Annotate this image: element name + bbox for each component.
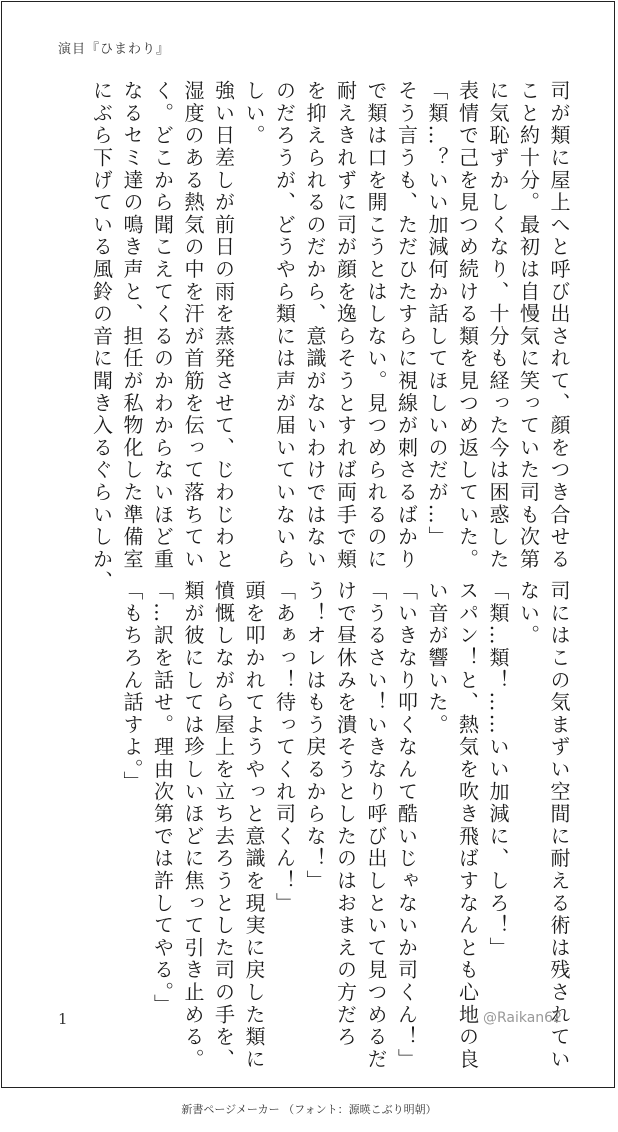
text-line: 湿度のある熱気の中を汗が首筋を伝って落ちてい [181, 80, 205, 571]
text-line: を抑えられるのだから、意識がないわけではない [303, 80, 327, 571]
text-line: 頭を叩かれてようやっと意識を現実に戻した類に [242, 580, 266, 1071]
text-line: なるセミ達の鳴き声と、担任が私物化した準備室 [120, 80, 144, 571]
text-line: そう言うも、ただひたすらに視線が刺さるばかり [394, 80, 419, 571]
text-line: のだろうが、どうやら類には声が届いていないら [272, 80, 297, 571]
text-line: こと約十分。最初は自慢気に笑っていた司も次第 [516, 80, 541, 571]
text-line: けで昼休みを潰そうとしたのはおまえの方だろ [333, 580, 358, 1049]
text-line: しい。 [242, 80, 266, 147]
text-line: う！オレはもう戻るからな！」 [303, 580, 327, 893]
text-line: 憤慨しながら屋上を立ち去ろうとした司の手を、 [211, 580, 236, 1071]
text-line: 「うるさい！いきなり呼び出しといて見つめるだ [364, 580, 388, 1071]
text-line: 「類…類！……いい加減に、しろ！」 [486, 580, 510, 960]
text-line: 司にはこの気まずい空間に耐える術は残されてい [547, 580, 571, 1071]
text-line: 「あぁっ！待ってくれ司くん！」 [272, 580, 297, 915]
book-page [1, 1, 615, 1088]
text-line: で類は口を開こうとはしない。見つめられるのに [364, 80, 388, 571]
text-line: い音が響いた。 [425, 580, 449, 737]
author-credit: @Raikan62 [482, 1010, 562, 1026]
upper-text-block [54, 80, 574, 593]
text-line: 耐えきれずに司が顔を逸らそうとすれば両手で頬 [333, 80, 358, 571]
text-line: 強い日差しが前日の雨を蒸発させて、じわじわと [211, 80, 236, 571]
text-line: にぶら下げている風鈴の音に聞き入るぐらいしか、 [89, 80, 114, 593]
text-line: ない。 [516, 580, 541, 647]
text-line: 表情で己を見つめ続ける類を見つめ返していた。 [455, 80, 480, 571]
text-line: 「いきなり叩くなんて酷いじゃないか司くん！」 [394, 580, 419, 1071]
page-header-title: 演目『ひまわり』 [58, 42, 171, 57]
text-line: 類が彼にしては珍しいほどに焦って引き止める。 [181, 580, 205, 1071]
text-line: 「類…？いい加減何か話してほしいのだが…」 [425, 80, 449, 549]
text-line: 「もちろん話すよ。」 [120, 580, 144, 793]
footer-caption: 新書ページメーカー （フォント：源暎こぶり明朝） [181, 1103, 437, 1116]
text-line: く。どこから聞こえてくるのかわからないほど重 [150, 80, 175, 571]
page-number: 1 [58, 1010, 68, 1028]
text-line: 司が類に屋上へと呼び出されて、顔をつき合せる [547, 80, 571, 571]
text-line: に気恥ずかしくなり、十分も経った今は困惑した [486, 80, 510, 571]
text-line: スパン！と、熱気を吹き飛ばすなんとも心地の良 [455, 580, 480, 1071]
text-line: 「…訳を話せ。理由次第では許してやる。」 [150, 580, 175, 1016]
